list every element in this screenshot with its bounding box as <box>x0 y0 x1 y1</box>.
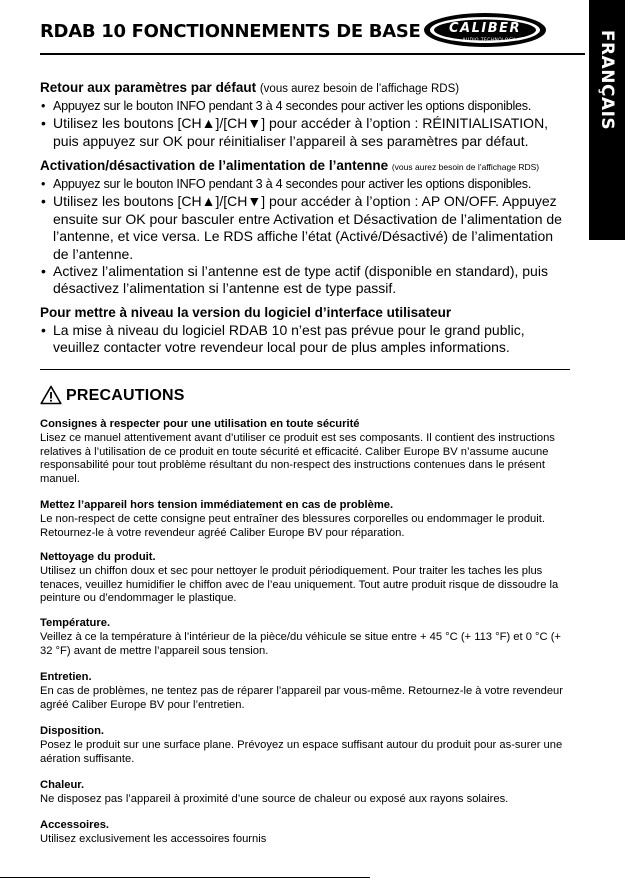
precaution-heading: Mettez l’appareil hors tension immédiatement en cas de problème. <box>40 499 394 511</box>
list-item: • Utilisez les boutons [CH▲]/[CH▼] pour accéder à l’option : AP ON/OFF. Appuyez ensuite sur OK pour basculer entre Activation et Désactivation de l’alimentation de l’antenne, et vice versa. Le RDS affiche l’état (Activé/Désactivé) de l’alimentation de l’antenne. <box>40 193 570 263</box>
section-title: Activation/désactivation de l’alimentation de l’antenne (vous aurez besoin de l’affichage RDS) <box>40 158 540 173</box>
section-divider <box>40 369 570 370</box>
caliber-logo <box>423 12 547 48</box>
list-item: • Appuyez sur le bouton INFO pendant 3 à 4 secondes pour activer les options disponibles. <box>40 98 570 115</box>
precaution-body: Posez le produit sur une surface plane. Prévoyez un espace suffisant autour du produit pour as-surer une aération suffisante. <box>40 738 563 765</box>
section-note: (vous aurez besoin de l’affichage RDS) <box>259 83 460 95</box>
header-divider <box>40 53 585 55</box>
language-label: FRANÇAIS <box>597 29 617 131</box>
precaution-body: En cas de problèmes, ne tentez pas de réparer l’appareil par vous-même. Retournez-le à votre revendeur agréé Caliber Europe BV pour l’entretien. <box>40 684 563 711</box>
precaution-heading: Chaleur. <box>40 779 85 791</box>
bullet-list <box>40 322 570 357</box>
logo-text: CALIBER <box>448 21 522 36</box>
bullet-list <box>40 176 570 298</box>
precaution-body: Ne disposez pas l’appareil à proximité d’une source de chaleur ou exposé aux rayons solaires. <box>40 792 509 805</box>
precaution-body: Lisez ce manuel attentivement avant d’utiliser ce produit est ses composants. Il contient des instructions relatives à l’utilisation de ce produit en toute sécurité et efficacité. Caliber Europe BV n’assume aucune responsabilité pour tout problème résultant du non-respect des instructions contenues dans le présent manuel. <box>40 431 555 486</box>
precaution-heading: Entretien. <box>40 671 92 683</box>
bullet-list <box>40 98 570 150</box>
section-note: (vous aurez besoin de l’affichage RDS) <box>391 162 540 172</box>
precaution-item <box>40 499 570 540</box>
page-header <box>40 12 585 52</box>
precaution-item <box>40 779 570 807</box>
section-title: Pour mettre à niveau la version du logiciel d’interface utilisateur <box>40 305 452 320</box>
precaution-heading: Accessoires. <box>40 819 110 831</box>
precaution-item <box>40 671 570 712</box>
list-item: • Activez l’alimentation si l’antenne est de type actif (disponible en standard), puis désactivez l’alimentation si l’antenne est de type passif. <box>40 263 570 298</box>
precautions-title: PRECAUTIONS <box>66 387 185 404</box>
precaution-heading: Consignes à respecter pour une utilisation en toute sécurité <box>40 418 360 430</box>
page-title <box>40 21 421 42</box>
precaution-heading: Température. <box>40 617 111 629</box>
precaution-item <box>40 551 570 606</box>
section-antenna-power <box>40 158 570 298</box>
logo-subtext: AUDIO TECHNOLOGY <box>462 38 516 43</box>
section-title: Retour aux paramètres par défaut (vous aurez besoin de l’affichage RDS) <box>40 80 460 95</box>
list-item: • Utilisez les boutons [CH▲]/[CH▼] pour accéder à l’option : RÉINITIALISATION, puis appuyez sur OK pour réinitialiser l’appareil à ses paramètres par défaut. <box>40 115 570 150</box>
footer-rule <box>0 877 370 878</box>
precaution-body: Utilisez exclusivement les accessoires fournis <box>40 832 267 845</box>
precaution-item <box>40 418 570 487</box>
precaution-heading: Nettoyage du produit. <box>40 551 156 563</box>
model-name: RDAB 10 <box>40 21 126 42</box>
precaution-heading: Disposition. <box>40 725 105 737</box>
precaution-body: Le non-respect de cette consigne peut entraîner des blessures corporelles ou endommager le produit. Retournez-le à votre revendeur agréé Caliber Europe BV pour réparation. <box>40 512 545 539</box>
section-software-upgrade <box>40 305 570 357</box>
precaution-item <box>40 819 570 847</box>
language-tab <box>589 0 625 240</box>
warning-icon <box>40 385 62 405</box>
precaution-body: Utilisez un chiffon doux et sec pour nettoyer le produit périodiquement. Pour traiter les taches les plus tenaces, veuillez humidifier le chiffon avec de l’eau uniquement. Tout autre produit risque de dissoudre la peinture ou d’endommager le plastique. <box>40 564 559 605</box>
list-item: • La mise à niveau du logiciel RDAB 10 n’est pas prévue pour le grand public, veuillez contacter votre revendeur local pour de plus amples informations. <box>40 322 570 357</box>
precaution-item <box>40 725 570 766</box>
precautions-heading <box>40 385 340 407</box>
precaution-body: Veillez à ce la température à l’intérieur de la pièce/du véhicule se situe entre + 45 °C (+ 113 °F) et 0 °C (+ 32 °F) avant de mettre l’appareil sous tension. <box>40 630 561 657</box>
section-heading: FONCTIONNEMENTS DE BASE <box>131 21 421 42</box>
list-item: • Appuyez sur le bouton INFO pendant 3 à 4 secondes pour activer les options disponibles. <box>40 176 570 193</box>
precaution-item <box>40 617 570 658</box>
section-reset-defaults <box>40 80 570 150</box>
